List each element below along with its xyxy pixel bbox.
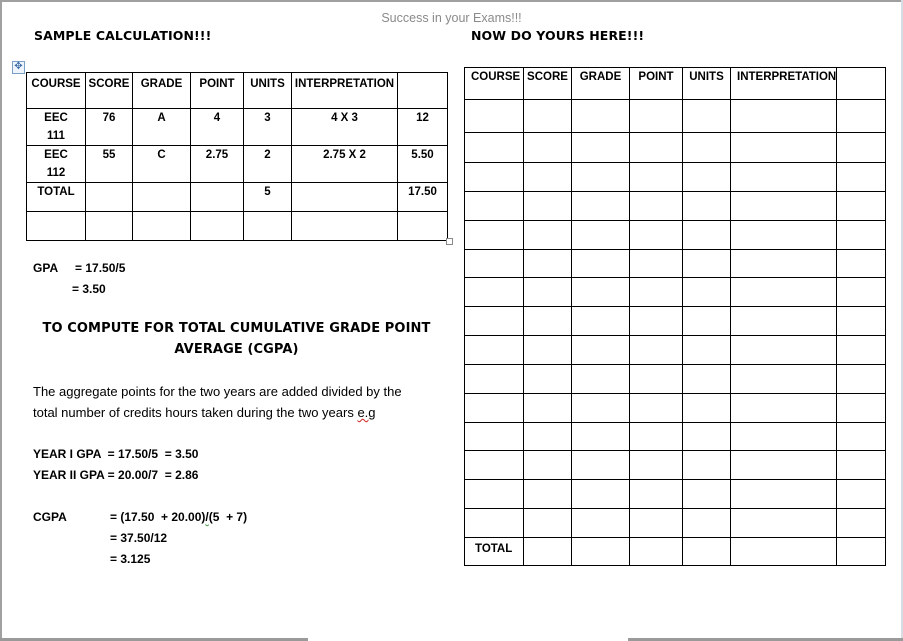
table-row bbox=[465, 451, 886, 480]
table-resize-handle[interactable] bbox=[446, 238, 453, 245]
input-cell[interactable] bbox=[630, 451, 683, 480]
cell-interpretation bbox=[292, 212, 398, 241]
input-cell[interactable] bbox=[465, 100, 524, 133]
table-row bbox=[465, 192, 886, 221]
table-move-handle-icon[interactable]: ✥ bbox=[12, 61, 25, 74]
input-cell[interactable] bbox=[524, 100, 572, 133]
input-cell[interactable] bbox=[731, 480, 837, 509]
header-grade: GRADE bbox=[133, 73, 191, 109]
input-cell[interactable] bbox=[524, 365, 572, 394]
cell-interpretation: 2.75 X 2 bbox=[292, 146, 398, 183]
header-course: COURSE bbox=[27, 73, 86, 109]
input-cell[interactable] bbox=[572, 278, 630, 307]
input-cell[interactable] bbox=[731, 163, 837, 192]
table-header-row bbox=[27, 73, 448, 109]
input-cell[interactable] bbox=[524, 221, 572, 250]
grammar-flag-slash: / bbox=[205, 510, 209, 524]
input-cell[interactable] bbox=[465, 423, 524, 451]
input-cell[interactable] bbox=[465, 133, 524, 163]
input-cell[interactable] bbox=[572, 221, 630, 250]
table-row bbox=[465, 307, 886, 336]
input-cell[interactable] bbox=[837, 480, 886, 509]
input-cell[interactable] bbox=[572, 480, 630, 509]
cell-total: 12 bbox=[398, 109, 448, 146]
input-cell[interactable] bbox=[630, 100, 683, 133]
input-cell[interactable] bbox=[572, 133, 630, 163]
input-cell[interactable] bbox=[683, 538, 731, 566]
cell-course: EEC 111 bbox=[27, 109, 86, 146]
input-cell[interactable] bbox=[524, 307, 572, 336]
header-units: UNITS bbox=[244, 73, 292, 109]
table-row bbox=[465, 163, 886, 192]
input-cell[interactable] bbox=[683, 336, 731, 365]
input-cell[interactable] bbox=[731, 278, 837, 307]
table-row bbox=[27, 109, 448, 146]
input-cell[interactable] bbox=[630, 365, 683, 394]
header-interpretation: INTERPRETATION bbox=[731, 68, 837, 100]
input-cell[interactable] bbox=[572, 365, 630, 394]
spelling-flag-eg: e.g bbox=[357, 405, 376, 420]
input-cell[interactable] bbox=[731, 133, 837, 163]
input-cell[interactable] bbox=[731, 100, 837, 133]
input-cell[interactable] bbox=[683, 250, 731, 278]
input-cell[interactable] bbox=[524, 538, 572, 566]
input-cell[interactable] bbox=[683, 451, 731, 480]
cell-point bbox=[191, 212, 244, 241]
input-cell[interactable] bbox=[683, 365, 731, 394]
input-cell[interactable] bbox=[572, 394, 630, 423]
input-cell[interactable] bbox=[465, 509, 524, 538]
sample-calculation-table bbox=[26, 72, 448, 241]
input-cell[interactable] bbox=[630, 163, 683, 192]
input-cell[interactable] bbox=[837, 221, 886, 250]
table-row bbox=[465, 133, 886, 163]
page-border-top bbox=[0, 0, 903, 2]
cell-grade bbox=[133, 212, 191, 241]
gpa-line-1: = 17.50/5 bbox=[75, 261, 126, 275]
input-cell[interactable] bbox=[731, 365, 837, 394]
input-cell[interactable] bbox=[731, 394, 837, 423]
cell-point bbox=[191, 183, 244, 212]
input-cell[interactable] bbox=[837, 278, 886, 307]
cell-total: 17.50 bbox=[398, 183, 448, 212]
input-cell[interactable] bbox=[572, 163, 630, 192]
input-cell[interactable] bbox=[683, 278, 731, 307]
input-cell[interactable] bbox=[524, 509, 572, 538]
input-cell[interactable] bbox=[837, 163, 886, 192]
table-row bbox=[27, 146, 448, 183]
header-course: COURSE bbox=[465, 68, 524, 100]
gpa-line-2: = 3.50 bbox=[72, 282, 106, 296]
input-cell[interactable] bbox=[837, 192, 886, 221]
input-cell[interactable] bbox=[572, 538, 630, 566]
table-row bbox=[465, 100, 886, 133]
cgpa-heading-line-1: TO COMPUTE FOR TOTAL CUMULATIVE GRADE POINT bbox=[42, 321, 431, 336]
cell-course: TOTAL bbox=[27, 183, 86, 212]
input-cell[interactable] bbox=[572, 451, 630, 480]
input-cell[interactable] bbox=[630, 221, 683, 250]
cell-interpretation: 4 X 3 bbox=[292, 109, 398, 146]
cell-course: EEC 112 bbox=[27, 146, 86, 183]
cell-units: 2 bbox=[244, 146, 292, 183]
header-units: UNITS bbox=[683, 68, 731, 100]
input-cell[interactable] bbox=[683, 307, 731, 336]
input-cell[interactable] bbox=[465, 278, 524, 307]
input-cell[interactable] bbox=[630, 250, 683, 278]
table-row bbox=[465, 336, 886, 365]
table-row bbox=[465, 509, 886, 538]
gpa-label: GPA bbox=[33, 261, 59, 275]
table-row-total bbox=[465, 538, 886, 566]
input-cell[interactable] bbox=[524, 250, 572, 278]
header-point: POINT bbox=[630, 68, 683, 100]
input-cell[interactable] bbox=[683, 100, 731, 133]
cell-grade: A bbox=[133, 109, 191, 146]
input-cell[interactable] bbox=[524, 192, 572, 221]
input-cell[interactable] bbox=[524, 480, 572, 509]
input-cell[interactable] bbox=[683, 163, 731, 192]
cell-units: 5 bbox=[244, 183, 292, 212]
input-cell[interactable] bbox=[630, 133, 683, 163]
input-cell[interactable] bbox=[630, 278, 683, 307]
input-cell[interactable] bbox=[837, 423, 886, 451]
table-row bbox=[465, 278, 886, 307]
input-cell[interactable] bbox=[630, 307, 683, 336]
input-cell[interactable] bbox=[731, 451, 837, 480]
cell-grade bbox=[133, 183, 191, 212]
input-cell[interactable] bbox=[630, 423, 683, 451]
cell-units: 3 bbox=[244, 109, 292, 146]
input-cell[interactable] bbox=[572, 336, 630, 365]
your-calculation-table bbox=[464, 67, 886, 566]
cell-grade: C bbox=[133, 146, 191, 183]
header-interpretation: INTERPRETATION bbox=[292, 73, 398, 109]
input-cell[interactable] bbox=[465, 336, 524, 365]
cell-interpretation bbox=[292, 183, 398, 212]
cell-point: 2.75 bbox=[191, 146, 244, 183]
explanation-line-2: total number of credits hours taken during the two years e.g bbox=[33, 405, 376, 420]
input-cell[interactable] bbox=[837, 365, 886, 394]
input-cell[interactable] bbox=[837, 307, 886, 336]
input-cell[interactable] bbox=[837, 100, 886, 133]
input-cell[interactable] bbox=[837, 451, 886, 480]
input-cell[interactable] bbox=[683, 394, 731, 423]
input-cell[interactable] bbox=[683, 221, 731, 250]
explanation-line-1: The aggregate points for the two years are added divided by the bbox=[33, 384, 402, 399]
header-score: SCORE bbox=[86, 73, 133, 109]
input-cell[interactable] bbox=[524, 133, 572, 163]
input-cell[interactable] bbox=[465, 163, 524, 192]
input-cell[interactable] bbox=[524, 163, 572, 192]
cgpa-heading-line-2: AVERAGE (CGPA) bbox=[174, 342, 299, 357]
input-cell[interactable] bbox=[683, 423, 731, 451]
year-1-gpa: YEAR I GPA = 17.50/5 = 3.50 bbox=[33, 447, 199, 461]
input-cell[interactable] bbox=[731, 250, 837, 278]
now-do-yours-title: NOW DO YOURS HERE!!! bbox=[471, 28, 645, 43]
input-cell[interactable] bbox=[731, 221, 837, 250]
input-cell[interactable] bbox=[465, 394, 524, 423]
input-cell[interactable] bbox=[524, 423, 572, 451]
cgpa-line-3: = 3.125 bbox=[110, 552, 151, 566]
cell-course: TOTAL bbox=[465, 538, 524, 566]
input-cell[interactable] bbox=[465, 221, 524, 250]
header-total bbox=[398, 73, 448, 109]
cgpa-line-1: = (17.50 + 20.00)/(5 + 7) bbox=[110, 510, 248, 524]
input-cell[interactable] bbox=[837, 538, 886, 566]
input-cell[interactable] bbox=[837, 509, 886, 538]
cell-score: 55 bbox=[86, 146, 133, 183]
input-cell[interactable] bbox=[524, 336, 572, 365]
cell-score bbox=[86, 212, 133, 241]
input-cell[interactable] bbox=[837, 133, 886, 163]
table-row bbox=[465, 394, 886, 423]
input-cell[interactable] bbox=[630, 336, 683, 365]
input-cell[interactable] bbox=[465, 192, 524, 221]
page-header[interactable]: Success in your Exams!!! bbox=[381, 11, 522, 25]
input-cell[interactable] bbox=[465, 365, 524, 394]
input-cell[interactable] bbox=[572, 423, 630, 451]
cgpa-line-2: = 37.50/12 bbox=[110, 531, 168, 545]
input-cell[interactable] bbox=[465, 307, 524, 336]
table-header-row bbox=[465, 68, 886, 100]
table-row bbox=[465, 423, 886, 451]
input-cell[interactable] bbox=[572, 509, 630, 538]
header-grade: GRADE bbox=[572, 68, 630, 100]
input-cell[interactable] bbox=[731, 538, 837, 566]
input-cell[interactable] bbox=[572, 307, 630, 336]
input-cell[interactable] bbox=[572, 250, 630, 278]
input-cell[interactable] bbox=[524, 394, 572, 423]
input-cell[interactable] bbox=[731, 307, 837, 336]
page-border-left bbox=[0, 0, 2, 641]
table-row-empty bbox=[27, 212, 448, 241]
cgpa-label: CGPA bbox=[33, 510, 67, 524]
table-row-total bbox=[27, 183, 448, 212]
input-cell[interactable] bbox=[630, 394, 683, 423]
input-cell[interactable] bbox=[630, 480, 683, 509]
cell-score: 76 bbox=[86, 109, 133, 146]
input-cell[interactable] bbox=[837, 394, 886, 423]
input-cell[interactable] bbox=[837, 250, 886, 278]
input-cell[interactable] bbox=[731, 509, 837, 538]
header-point: POINT bbox=[191, 73, 244, 109]
table-row bbox=[465, 480, 886, 509]
input-cell[interactable] bbox=[731, 423, 837, 451]
input-cell[interactable] bbox=[465, 480, 524, 509]
input-cell[interactable] bbox=[683, 509, 731, 538]
input-cell[interactable] bbox=[572, 192, 630, 221]
input-cell[interactable] bbox=[465, 250, 524, 278]
input-cell[interactable] bbox=[630, 509, 683, 538]
input-cell[interactable] bbox=[731, 336, 837, 365]
cell-score bbox=[86, 183, 133, 212]
input-cell[interactable] bbox=[837, 336, 886, 365]
cell-course bbox=[27, 212, 86, 241]
table-row bbox=[465, 250, 886, 278]
input-cell[interactable] bbox=[683, 192, 731, 221]
cell-point: 4 bbox=[191, 109, 244, 146]
cell-units bbox=[244, 212, 292, 241]
table-row bbox=[465, 221, 886, 250]
input-cell[interactable] bbox=[683, 133, 731, 163]
input-cell[interactable] bbox=[465, 451, 524, 480]
year-2-gpa: YEAR II GPA = 20.00/7 = 2.86 bbox=[33, 468, 199, 482]
input-cell[interactable] bbox=[630, 538, 683, 566]
sample-calculation-title: SAMPLE CALCULATION!!! bbox=[34, 28, 212, 43]
table-row bbox=[465, 365, 886, 394]
input-cell[interactable] bbox=[572, 100, 630, 133]
input-cell[interactable] bbox=[731, 192, 837, 221]
cell-total bbox=[398, 212, 448, 241]
input-cell[interactable] bbox=[524, 278, 572, 307]
header-score: SCORE bbox=[524, 68, 572, 100]
input-cell[interactable] bbox=[683, 480, 731, 509]
input-cell[interactable] bbox=[630, 192, 683, 221]
input-cell[interactable] bbox=[524, 451, 572, 480]
cell-total: 5.50 bbox=[398, 146, 448, 183]
header-total bbox=[837, 68, 886, 100]
